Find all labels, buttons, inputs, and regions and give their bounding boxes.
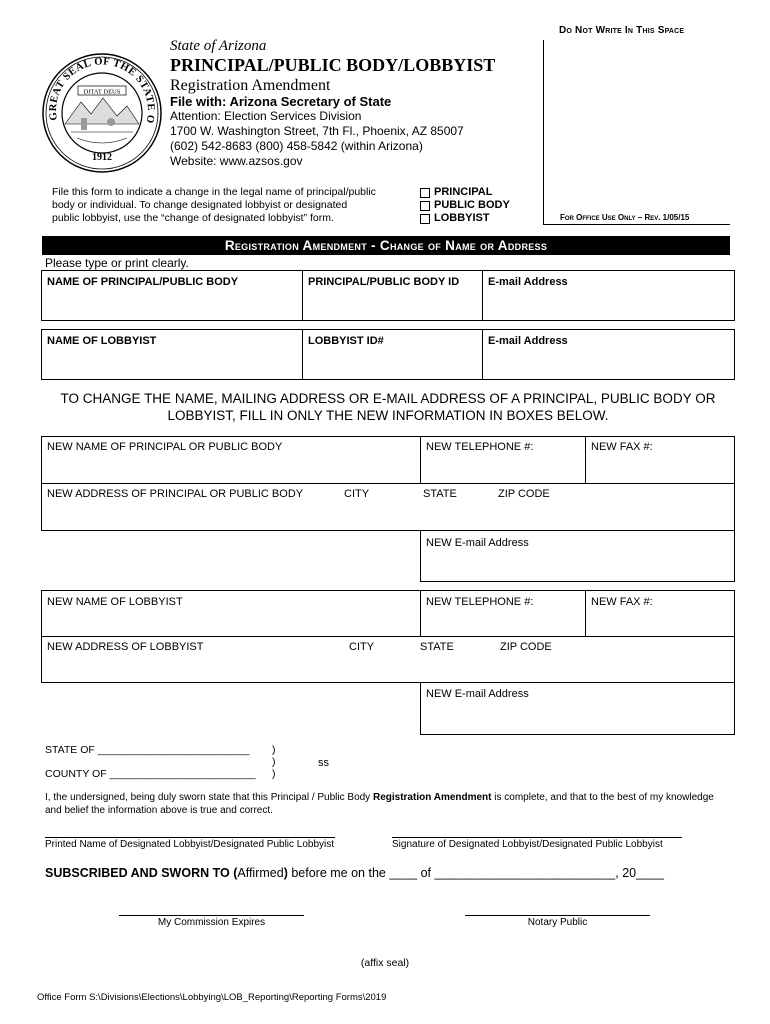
office-space-bottom — [543, 224, 730, 225]
new-principal-city-label: CITY — [344, 488, 370, 500]
principal-email-label: E-mail Address — [488, 276, 568, 288]
new-lobbyist-fax-field[interactable] — [586, 610, 734, 635]
public-body-checkbox-label: PUBLIC BODY — [434, 199, 510, 211]
new-principal-fax-field[interactable] — [586, 455, 734, 482]
new-principal-fax-label: NEW FAX #: — [591, 441, 653, 453]
new-lobbyist-address-field[interactable] — [42, 655, 734, 682]
public-body-checkbox[interactable] — [420, 201, 430, 211]
commission-expires-line[interactable] — [119, 915, 304, 916]
affix-seal: (affix seal) — [360, 957, 410, 969]
change-instruction-line: LOBBYIST, FILL IN ONLY THE NEW INFORMATION IN BOXES BELOW. — [167, 408, 609, 423]
form-subtitle: Registration Amendment — [170, 77, 331, 94]
seal-year: 1912 — [92, 152, 112, 163]
ss-label: ss — [318, 757, 329, 769]
principal-id-field[interactable] — [303, 290, 481, 320]
attention-line: Attention: Election Services Division — [170, 109, 362, 123]
new-principal-name-label: NEW NAME OF PRINCIPAL OR PUBLIC BODY — [47, 441, 283, 453]
notary-public-line[interactable] — [465, 915, 650, 916]
instructions-line: public lobbyist, use the “change of designated lobbyist” form. — [52, 212, 334, 224]
lobbyist-id-label: LOBBYIST ID# — [308, 335, 384, 347]
paren: ) — [272, 744, 276, 756]
printed-name-label: Printed Name of Designated Lobbyist/Designated Public Lobbyist — [45, 839, 335, 850]
lobbyist-name-label: NAME OF LOBBYIST — [47, 335, 157, 347]
new-principal-email-field[interactable] — [421, 552, 734, 581]
print-note: Please type or print clearly. — [45, 256, 189, 270]
lobbyist-email-label: E-mail Address — [488, 335, 568, 347]
office-address: 1700 W. Washington Street, 7th Fl., Phoenix, AZ 85007 — [170, 124, 464, 138]
printed-name-line[interactable] — [45, 837, 335, 838]
new-lobbyist-telephone-field[interactable] — [421, 610, 584, 635]
change-instruction-line: TO CHANGE THE NAME, MAILING ADDRESS OR E-MAIL ADDRESS OF A PRINCIPAL, PUBLIC BODY OR — [60, 391, 716, 406]
new-lobbyist-fax-label: NEW FAX #: — [591, 596, 653, 608]
new-lobbyist-address-label: NEW ADDRESS OF LOBBYIST — [47, 641, 204, 653]
lobbyist-id-field[interactable] — [303, 349, 481, 379]
seal-motto: DITAT DEUS — [83, 88, 121, 96]
new-lobbyist-city-label: CITY — [349, 641, 375, 653]
oath-bold: Registration Amendment — [372, 792, 492, 803]
state-of-line: STATE OF __________________________ — [45, 744, 250, 756]
principal-name-label: NAME OF PRINCIPAL/PUBLIC BODY — [47, 276, 239, 288]
new-lobbyist-email-label: NEW E-mail Address — [426, 688, 529, 700]
seal-outer-text: GREAT SEAL OF THE STATE O — [47, 56, 157, 125]
instructions-line: body or individual. To change designated lobbyist or designated — [52, 199, 348, 211]
lobbyist-name-field[interactable] — [42, 349, 301, 379]
new-lobbyist-telephone-label: NEW TELEPHONE #: — [426, 596, 534, 608]
county-of-line: COUNTY OF _________________________ — [45, 768, 256, 780]
paren: ) — [272, 768, 276, 780]
oath-statement: I, the undersigned, being duly sworn state that this Principal / Public Body Registration Amendment is complete, and that to the best of my knowledge and belief the information above is true and correct. — [45, 792, 714, 816]
office-phone: (602) 542-8683 (800) 458-5842 (within Arizona) — [170, 139, 423, 153]
new-principal-name-field[interactable] — [42, 455, 419, 482]
office-space-border — [543, 40, 544, 225]
new-principal-address-label: NEW ADDRESS OF PRINCIPAL OR PUBLIC BODY — [47, 488, 304, 500]
state-seal — [41, 52, 163, 174]
new-lobbyist-state-label: STATE — [420, 641, 454, 653]
lobbyist-checkbox[interactable] — [420, 214, 430, 224]
do-not-write-label: Do Not Write In This Space — [559, 25, 685, 36]
footer-path: Office Form S:\Divisions\Elections\Lobbying\LOB_Reporting\Reporting Forms\2019 — [37, 992, 387, 1003]
commission-expires-label: My Commission Expires — [157, 917, 266, 928]
new-principal-telephone-field[interactable] — [421, 455, 584, 482]
sworn-line: SUBSCRIBED AND SWORN TO (Affirmed) before me on the ____ of __________________________, 20____ — [45, 866, 664, 880]
change-instruction — [41, 390, 735, 424]
file-with: File with: Arizona Secretary of State — [170, 94, 392, 109]
new-lobbyist-name-field[interactable] — [42, 610, 419, 635]
principal-email-field[interactable] — [483, 290, 734, 320]
lobbyist-email-field[interactable] — [483, 349, 734, 379]
principal-checkbox-label: PRINCIPAL — [434, 186, 493, 198]
paren: ) — [272, 756, 276, 768]
instructions — [52, 186, 376, 225]
form-title: PRINCIPAL/PUBLIC BODY/LOBBYIST — [170, 55, 496, 75]
new-principal-zip-label: ZIP CODE — [498, 488, 550, 500]
new-principal-telephone-label: NEW TELEPHONE #: — [426, 441, 534, 453]
state-name: State of Arizona — [170, 38, 267, 54]
new-principal-email-label: NEW E-mail Address — [426, 537, 529, 549]
notary-public-label: Notary Public — [527, 917, 588, 928]
signature-line[interactable] — [392, 837, 682, 838]
lobbyist-checkbox-label: LOBBYIST — [434, 212, 490, 224]
section-banner-text: Registration Amendment - Change of Name or Address — [224, 238, 548, 253]
principal-id-label: PRINCIPAL/PUBLIC BODY ID — [308, 276, 460, 288]
new-principal-address-field[interactable] — [42, 502, 734, 530]
office-use-label: For Office Use Only – Rev. 1/05/15 — [560, 213, 690, 222]
new-principal-state-label: STATE — [423, 488, 457, 500]
principal-name-field[interactable] — [42, 290, 301, 320]
instructions-line: File this form to indicate a change in the legal name of principal/public — [52, 186, 376, 198]
seal-icon — [41, 52, 163, 174]
principal-checkbox[interactable] — [420, 188, 430, 198]
new-lobbyist-zip-label: ZIP CODE — [500, 641, 552, 653]
section-banner — [42, 236, 730, 255]
office-website: Website: www.azsos.gov — [170, 154, 303, 168]
signature-label: Signature of Designated Lobbyist/Designated Public Lobbyist — [392, 839, 663, 850]
new-lobbyist-name-label: NEW NAME OF LOBBYIST — [47, 596, 183, 608]
new-lobbyist-email-field[interactable] — [421, 703, 734, 734]
